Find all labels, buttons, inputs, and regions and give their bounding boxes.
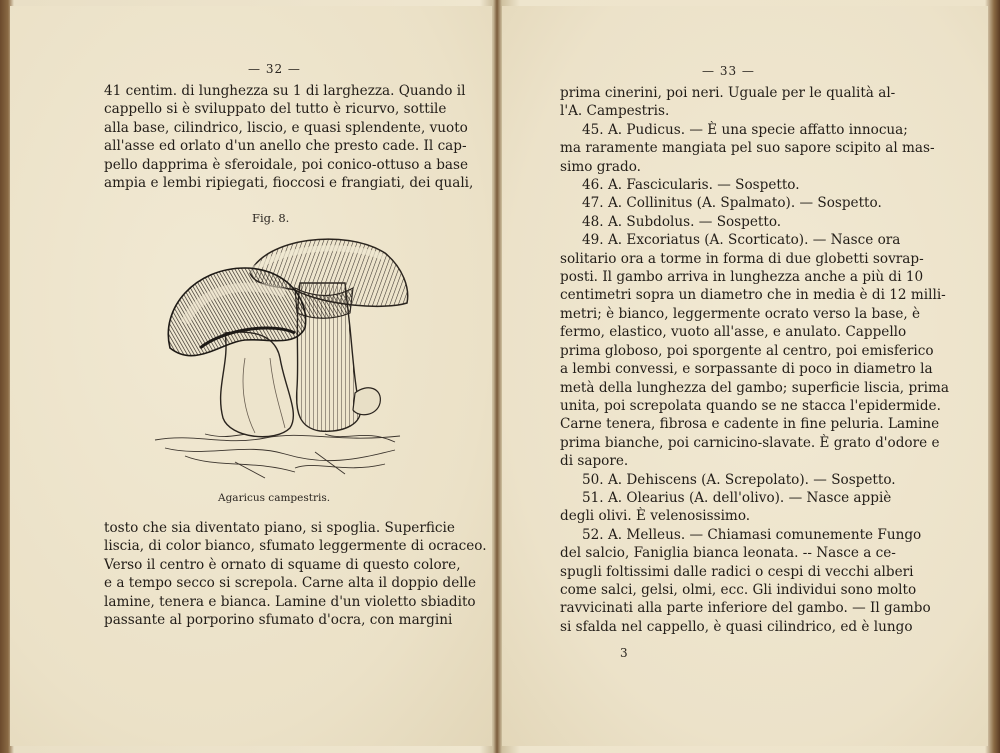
- text-line: lamine, tenera e bianca. Lamine d'un violetto sbiadito: [104, 593, 476, 610]
- text-line: come salci, gelsi, olmi, ecc. Gli individui sono molto: [560, 581, 917, 598]
- text-line: liscia, di color bianco, sfumato leggermente di ocraceo.: [104, 538, 487, 555]
- text-line: 45. A. Pudicus. — È una specie affatto innocua;: [582, 121, 908, 138]
- text-line: fermo, elastico, vuoto all'asse, e anulato. Cappello: [560, 324, 907, 341]
- text-line: tosto che sia diventato piano, si spoglia. Superficie: [104, 520, 455, 536]
- text-line: 47. A. Collinitus (A. Spalmato). — Sospetto.: [582, 195, 882, 212]
- text-line: metri; è bianco, leggermente ocrato verso la base, è: [560, 305, 921, 322]
- text-line: di sapore.: [560, 453, 629, 470]
- text-line: metà della lunghezza del gambo; superficie liscia, prima: [560, 379, 949, 396]
- text-line: 50. A. Dehiscens (A. Screpolato). — Sospetto.: [582, 471, 896, 488]
- text-line: a lembi convessi, e sorpassante di poco in diametro la: [560, 361, 933, 378]
- right-page: [502, 6, 988, 746]
- text-line: alla base, cilindrico, liscio, e quasi splendente, vuoto: [104, 119, 468, 136]
- text-line: cappello si è sviluppato del tutto è ricurvo, sottile: [104, 101, 447, 118]
- text-line: Carne tenera, fibrosa e cadente in fine peluria. Lamine: [560, 416, 940, 433]
- text-line: 49. A. Excoriatus (A. Scorticato). — Nasce ora: [582, 232, 901, 249]
- text-line: prima globoso, poi sporgente al centro, poi emisferico: [560, 342, 934, 359]
- text-line: all'asse ed orlato d'un anello che presto cade. Il cap-: [104, 138, 467, 155]
- text-line: spugli foltissimi dalle radici o cespi di vecchi alberi: [560, 563, 914, 580]
- page-number-right: — 33 —: [702, 64, 755, 78]
- text-line: solitario ora a torme in forma di due globetti sovrap-: [560, 250, 924, 267]
- left-top-text: [104, 82, 474, 192]
- text-line: del salcio, Faniglia bianca leonata. -- Nasce a ce-: [560, 545, 896, 562]
- text-line: centimetri sopra un diametro che in media è di 12 milli-: [560, 287, 946, 304]
- text-line: ampia e lembi ripiegati, fioccosi e frangiati, dei quali,: [104, 175, 474, 192]
- text-line: si sfalda nel cappello, è quasi cilindrico, ed è lungo: [560, 618, 913, 635]
- text-line: passante al porporino sfumato d'ocra, con margini: [104, 612, 453, 629]
- text-line: l'A. Campestris.: [560, 103, 670, 120]
- page-number-left: — 32 —: [248, 62, 301, 76]
- text-line: 51. A. Olearius (A. dell'olivo). — Nasce appiè: [582, 489, 892, 506]
- text-line: e a tempo secco si screpola. Carne alta il doppio delle: [104, 575, 477, 592]
- text-line: 46. A. Fascicularis. — Sospetto.: [582, 177, 800, 194]
- text-line: 41 centim. di lunghezza su 1 di larghezza. Quando il: [104, 83, 466, 99]
- signature-mark: 3: [620, 646, 628, 660]
- text-line: ma raramente mangiata pel suo sapore scipito al mas-: [560, 140, 935, 157]
- text-line: unita, poi screpolata quando se ne stacca l'epidermide.: [560, 397, 941, 414]
- figure-caption: Agaricus campestris.: [218, 492, 331, 504]
- left-bottom-text: [104, 519, 487, 629]
- left-page: [10, 6, 492, 746]
- text-line: simo grado.: [560, 158, 641, 175]
- text-line: 48. A. Subdolus. — Sospetto.: [582, 213, 782, 230]
- text-line: posti. Il gambo arriva in lunghezza anche a più di 10: [560, 269, 924, 286]
- text-line: Verso il centro è ornato di squame di questo colore,: [104, 556, 461, 573]
- text-line: degli olivi. È velenosissimo.: [560, 508, 751, 525]
- text-line: prima cinerini, poi neri. Uguale per le qualità al-: [560, 85, 896, 101]
- text-line: prima bianche, poi carnicino-slavate. È grato d'odore e: [560, 434, 940, 451]
- text-line: pello dapprima è sferoidale, poi conico-ottuso a base: [104, 156, 469, 173]
- mushroom-illustration: [145, 228, 410, 483]
- figure-label: Fig. 8.: [252, 211, 290, 225]
- text-line: 52. A. Melleus. — Chiamasi comunemente Fungo: [582, 526, 922, 543]
- text-line: ravvicinati alla parte inferiore del gambo. — Il gambo: [560, 600, 931, 617]
- right-text: [560, 84, 949, 636]
